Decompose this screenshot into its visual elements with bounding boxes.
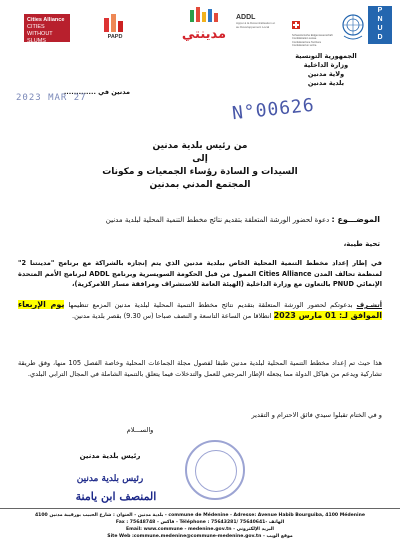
signature-name: المنصف ابن يامنة [75,490,157,503]
subject-line [22,215,380,225]
addl-name: ADDL [236,14,256,21]
undp-letter: D [377,34,383,41]
signature-title: رئيس بلدية مدنين [76,474,144,484]
un-emblem-icon [340,12,366,42]
paragraph-context: في إطار إعداد مخطط التنمية المحلية الخاص ببلدية مدنين الذي يتم إنجازه بالشراكة مع برنامج "مدينتنا 2" لمنظمة تحالف المدن Cities Alliance الممول من قبل الحكومة السويسرية وبرنامج ADDL لبرنامج الأمم المتحدة الإنمائي PNUD بالتعاون مع وزارة الداخلية (الهيئة العامة للاستشراف ومرافقة مسار اللامركزية)، [18,259,382,288]
invitation-text-b: انطلاقا من الساعة التاسعة و النصف صباحا (س 9.30) بقصر بلدية مدنين. [72,311,274,320]
footer-address: بلدية مدنين - العنوان : شارع الحبيب بورقيبة مدنين 4100 - commune de Médenine - Adresse: Avenue Habib Bourguiba, 4100 Médenine [34,513,366,518]
addl-tagline: Appui à la Décentralisation et au Développement Local [236,21,276,29]
papd-graphic-icon [100,12,130,34]
paragraph-invitation [18,300,382,321]
madinet-logo [172,6,236,44]
swiss-line: Confederaziun svizra [292,44,317,48]
official-seal-stamp [185,440,245,500]
un-emblem-logo [340,12,366,42]
footer-email: Email: www.commune - medenine.gov.tn - البريد الإلكتروني [125,527,275,532]
invitation-lead: أتشـرف [356,301,382,309]
date-stamp: 2023 MAR 27 [16,93,87,103]
swiss-lines [292,34,340,48]
undp-letter: U [377,25,383,32]
event-date-highlight: يوم الإربعاء الموافق لـ: 01 مارس 2023 [18,300,382,320]
addressee-line: إلى [192,154,208,164]
footer [0,508,400,540]
addressee-block [60,140,340,192]
header-line: وزارة الداخلية [303,61,349,69]
madinet-icon [172,6,236,44]
paragraph-legal-basis: هذا حيث تم إعداد مخطط التنمية المحلية لبلدية مدنين طبقا لفصول مجلة الجماعات المحلية وخاصة الفصل 105 منها، وفق طريقة تشاركية ويدعم من هياكل الدولة مما يجعله الإطار المرجعي للعمل والتدخلات فيما يتعلق بالتنمية الشاملة في المجال الترابي البلدي. [18,359,382,378]
swiss-confederation-logo [292,14,340,48]
swiss-line: Confédération suisse [292,37,317,41]
invitation-text-a: بدعوتكم لحضور الورشة المتعلقة بتقديم نتائج مخطط التنمية المحلية لبلدية مدنين المزمع تنظيمها [64,301,357,309]
madinet-label: مدينتي [181,27,227,42]
addressee-line: السيدات و السادة رؤساء الجمعيات و مكونات [102,167,298,177]
undp-letter: P [377,7,383,14]
logo-strip [8,4,392,48]
signer-title: رئيس بلدية مدنين [79,452,141,460]
paragraph-salutation: والســـلام [126,426,154,434]
header-line: ولاية مدنين [307,70,345,78]
addressee-line: المجتمع المدني بمدنين [149,180,251,190]
greeting: تحية طيبة، [343,240,380,248]
undp-letter: N [377,16,383,23]
swiss-line: Schweizerische Eidgenossenschaft [292,34,333,37]
papd-label: PAPD [107,34,123,40]
ministry-header [266,52,386,88]
cities-alliance-name: Cities Alliance [27,17,65,23]
papd-logo [100,12,130,42]
addressee-line: من رئيس بلدية مدنين [152,141,248,151]
footer-website: Site Web :commune.medenine@commune-medenine.gov.tn - موقع الويب [107,534,293,539]
paragraph-closing: و في الختام تقبلوا سيدي فائق الاحترام و التقدير [251,411,382,419]
swiss-flag-icon [292,21,300,29]
subject-label: الموضـــوع : [331,215,380,224]
header-line: الجمهورية التونسية [295,52,357,60]
addl-logo [236,14,278,42]
date-line: مدنين في ............. [63,88,130,96]
subject-text: دعوة لحضور الورشة المتعلقة بتقديم نتائج مخطط التنمية المحلية لبلدية مدنين [105,216,330,224]
reference-number-stamp: N°00626 [231,94,316,125]
undp-logo [368,6,392,44]
swiss-line: Confederazione Svizzera [292,40,321,44]
cities-alliance-logo [24,14,70,42]
cities-alliance-tagline: CITIES WITHOUT SLUMS [27,24,53,44]
footer-phone: Fax : 75648748 - فاكس - Téléphone : 75643281/ 75640641- الهاتف [115,520,285,525]
header-line: بلدية مدنين [307,79,345,87]
